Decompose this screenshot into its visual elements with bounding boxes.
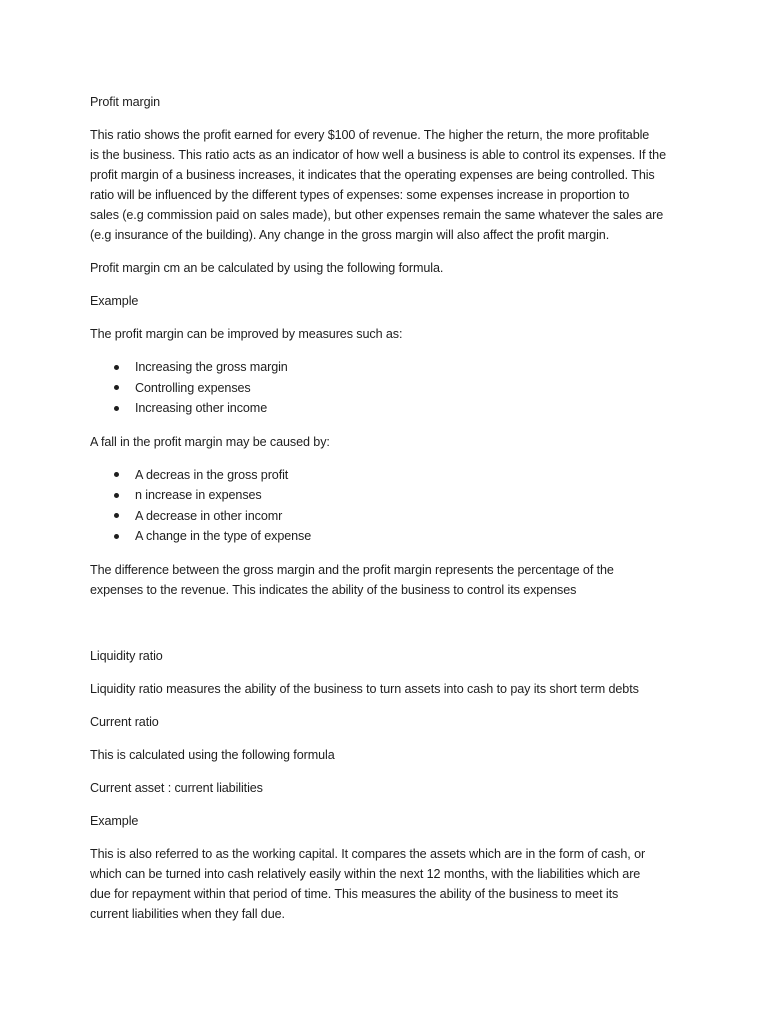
list-item-text: Controlling expenses bbox=[135, 380, 251, 395]
example-label: Example bbox=[90, 294, 139, 308]
list-item-text: Increasing other income bbox=[135, 401, 268, 415]
list-item bbox=[90, 485, 688, 506]
working-capital-paragraph bbox=[90, 844, 688, 924]
bullet-icon bbox=[114, 406, 119, 411]
list-item bbox=[90, 357, 688, 378]
paragraph-line: This is also referred to as the working capital. It compares the assets which are in the form of cash, or bbox=[90, 846, 646, 861]
list-item-text: n increase in expenses bbox=[135, 488, 262, 502]
paragraph-line: due for repayment within that period of time. This measures the ability of the business to meet its bbox=[90, 886, 619, 901]
bullet-icon bbox=[114, 365, 119, 370]
difference-paragraph bbox=[90, 560, 688, 600]
liquidity-heading: Liquidity ratio bbox=[90, 648, 163, 663]
paragraph-line: The difference between the gross margin and the profit margin represents the percentage of the bbox=[90, 562, 614, 577]
paragraph-line: is the business. This ratio acts as an indicator of how well a business is able to control its expenses. If the bbox=[90, 148, 666, 162]
paragraph-line: profit margin of a business increases, it indicates that the operating expenses are being controlled. This bbox=[90, 168, 655, 182]
bullet-icon bbox=[114, 472, 119, 477]
profit-margin-heading: Profit margin bbox=[90, 95, 161, 109]
liquidity-paragraph: Liquidity ratio measures the ability of the business to turn assets into cash to pay its short term debts bbox=[90, 681, 639, 696]
bullet-icon bbox=[114, 513, 119, 518]
list-item-text: Increasing the gross margin bbox=[135, 360, 288, 374]
list-item bbox=[90, 465, 688, 486]
formula-intro: Profit margin cm an be calculated by using the following formula. bbox=[90, 261, 444, 275]
list-item bbox=[90, 398, 688, 419]
bullet-icon bbox=[114, 385, 119, 390]
paragraph-line: (e.g insurance of the building). Any change in the gross margin will also affect the profit margin. bbox=[90, 228, 610, 242]
list-item-text: A decreas in the gross profit bbox=[135, 467, 289, 482]
example-label: Example bbox=[90, 813, 139, 828]
paragraph-line: expenses to the revenue. This indicates the ability of the business to control its expenses bbox=[90, 582, 577, 597]
paragraph-line: ratio will be influenced by the different types of expenses: some expenses increase in proportion to bbox=[90, 188, 630, 202]
current-ratio-formula-intro: This is calculated using the following formula bbox=[90, 747, 335, 762]
improvement-list bbox=[90, 357, 688, 419]
list-item bbox=[90, 526, 688, 547]
current-ratio-formula: Current asset : current liabilities bbox=[90, 780, 263, 795]
fall-intro: A fall in the profit margin may be caused by: bbox=[90, 434, 330, 449]
paragraph-line: which can be turned into cash relatively easily within the next 12 months, with the liabilities which are bbox=[90, 866, 641, 881]
bullet-icon bbox=[114, 493, 119, 498]
section-gap bbox=[90, 613, 688, 646]
list-item-text: A change in the type of expense bbox=[135, 529, 312, 543]
list-item bbox=[90, 378, 688, 399]
list-item bbox=[90, 506, 688, 527]
list-item-text: A decrease in other incomr bbox=[135, 508, 283, 523]
paragraph-line: current liabilities when they fall due. bbox=[90, 906, 285, 921]
current-ratio-heading: Current ratio bbox=[90, 714, 159, 729]
paragraph-line: sales (e.g commission paid on sales made), but other expenses remain the same whatever the sales are bbox=[90, 208, 664, 222]
fall-causes-list bbox=[90, 465, 688, 547]
improvement-intro: The profit margin can be improved by measures such as: bbox=[90, 327, 403, 341]
bullet-icon bbox=[114, 534, 119, 539]
profit-margin-paragraph bbox=[90, 125, 688, 245]
paragraph-line: This ratio shows the profit earned for every $100 of revenue. The higher the return, the more profitable bbox=[90, 128, 650, 142]
